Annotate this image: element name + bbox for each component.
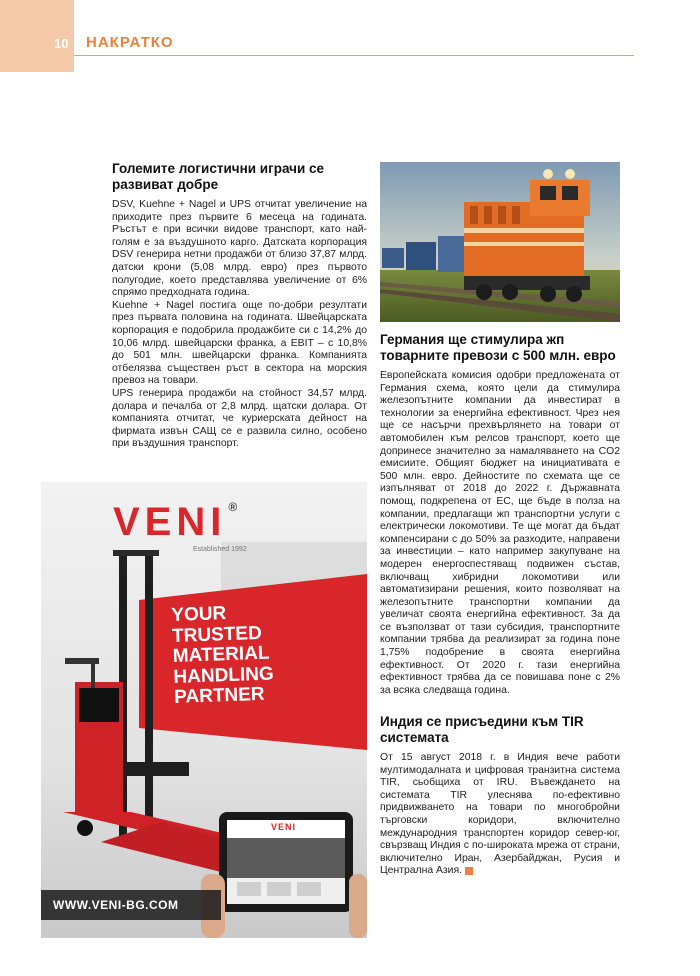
article-germany-rail [380, 332, 620, 697]
header-rule [74, 55, 634, 56]
article-logistics-para-2: Kuehne + Nagel постига още по-добри резултати през първата половина на годината. Швейцарската корпорация е подобрила продажбите си с 14,2% до 10,06 млрд. швейцарски франка, а EBIT – с 10,8% до 501 млн. швейцарски франка. Компанията отбелязва съществен ръст в сектора на морския превоз на товари. [112, 299, 367, 387]
article-germany-para-1: Европейската комисия одобри предложената от Германия схема, която цели да стимулира железопътните компании да инвестират в технологии за енергийна ефективност. Чрез нея ще се насърчи прехвърлянето на товари от автомобилен към релсов транспорт, което ще допринесе значително за намаляването на CO2 емисиите. Общият бюджет на инициативата е 500 млн. евро. Дейностите по схемата ще се изпълняват от 2018 до 2022 г. Държавната помощ, подкрепена от ЕС, ще бъде в полза на компании, предлагащи жп транспортни услуги с електрически локомотиви. Те ще могат да бъдат компенсирани с до 50% за разходите, направени за инвестиции – като например закупуване на модерен енергоспестяващ подвижен състав, включващ хибридни локомотиви или автоматизирани решения, които позволяват на железопътните транспортни компании да увеличат своята енергийна ефективност. За да се възползват от тази субсидия, транспортните компании трябва да реализират за година поне 1,75% подобрение в своята енергийна ефективност. От 2020 г. тази енергийна ефективност трябва да се повишава поне с 2% за всяка следваща година. [380, 370, 620, 696]
article-germany-title: Германия ще стимулира жп товарните превози с 500 млн. евро [380, 332, 616, 363]
slogan-line-3: MATERIAL [172, 642, 270, 667]
slogan-line-5: PARTNER [173, 683, 265, 708]
slogan-line-4: HANDLING [173, 662, 275, 688]
veni-logo [113, 500, 242, 545]
section-title: НАКРАТКО [86, 34, 174, 51]
registered-mark: ® [228, 500, 243, 514]
article-logistics [112, 161, 367, 451]
article-logistics-title: Големите логистични играчи се развиват добре [112, 161, 325, 192]
page-number: 10 [54, 36, 69, 51]
tablet-logo: VENI [271, 822, 297, 832]
article-logistics-para-1: DSV, Kuehne + Nagel и UPS отчитат увеличение на приходите през първите 6 месеца на годината. Ръстът е при всички видове транспорт, като най-голям е за въздушното карго. Датската корпорация DSV генерира нетни продажби от близо 37,87 млрд. датски крони (5,08 млрд. евро) през първото полугодие, което представлява увеличение от 6% спрямо предходната година. [112, 199, 367, 299]
article-india-title: Индия се присъедини към TIR системата [380, 714, 584, 745]
veni-advertisement [41, 482, 367, 938]
slogan-line-2: TRUSTED [171, 622, 263, 647]
veni-established: Established 1992 [193, 546, 247, 553]
article-india-tir [380, 714, 620, 878]
veni-slogan [171, 603, 275, 709]
slogan-line-1: YOUR [170, 603, 227, 626]
article-india-text: От 15 август 2018 г. в Индия вече работи мултимодалната и цифровая транзитна система TIR, сьобщиха от IRU. Въвеждането на системата TIR улеснява по-ефективно придвижването на товари по многобройни търговски коридори, включително международния транспортен коридор север-юг, свързващ Индия с по-широката мрежа от страни, включително Иран, Азербайджан, Русия и Централна Азия. [380, 752, 620, 877]
article-logistics-para-3: UPS генерира продажби на стойност 34,57 млрд. долара и печалба от 2,8 млрд. щатски долара. От компанията отчитат, че куриерската дейност на фирмата извън САЩ се е развила силно, особено при въздушния транспорт. [112, 387, 367, 450]
train-locomotive-image [380, 162, 620, 322]
train-photo [380, 162, 620, 322]
veni-logo-text: VENI [113, 500, 227, 544]
end-mark-icon [465, 867, 473, 875]
veni-website: WWW.VENI-BG.COM [53, 898, 179, 912]
article-india-para-1 [380, 752, 620, 878]
